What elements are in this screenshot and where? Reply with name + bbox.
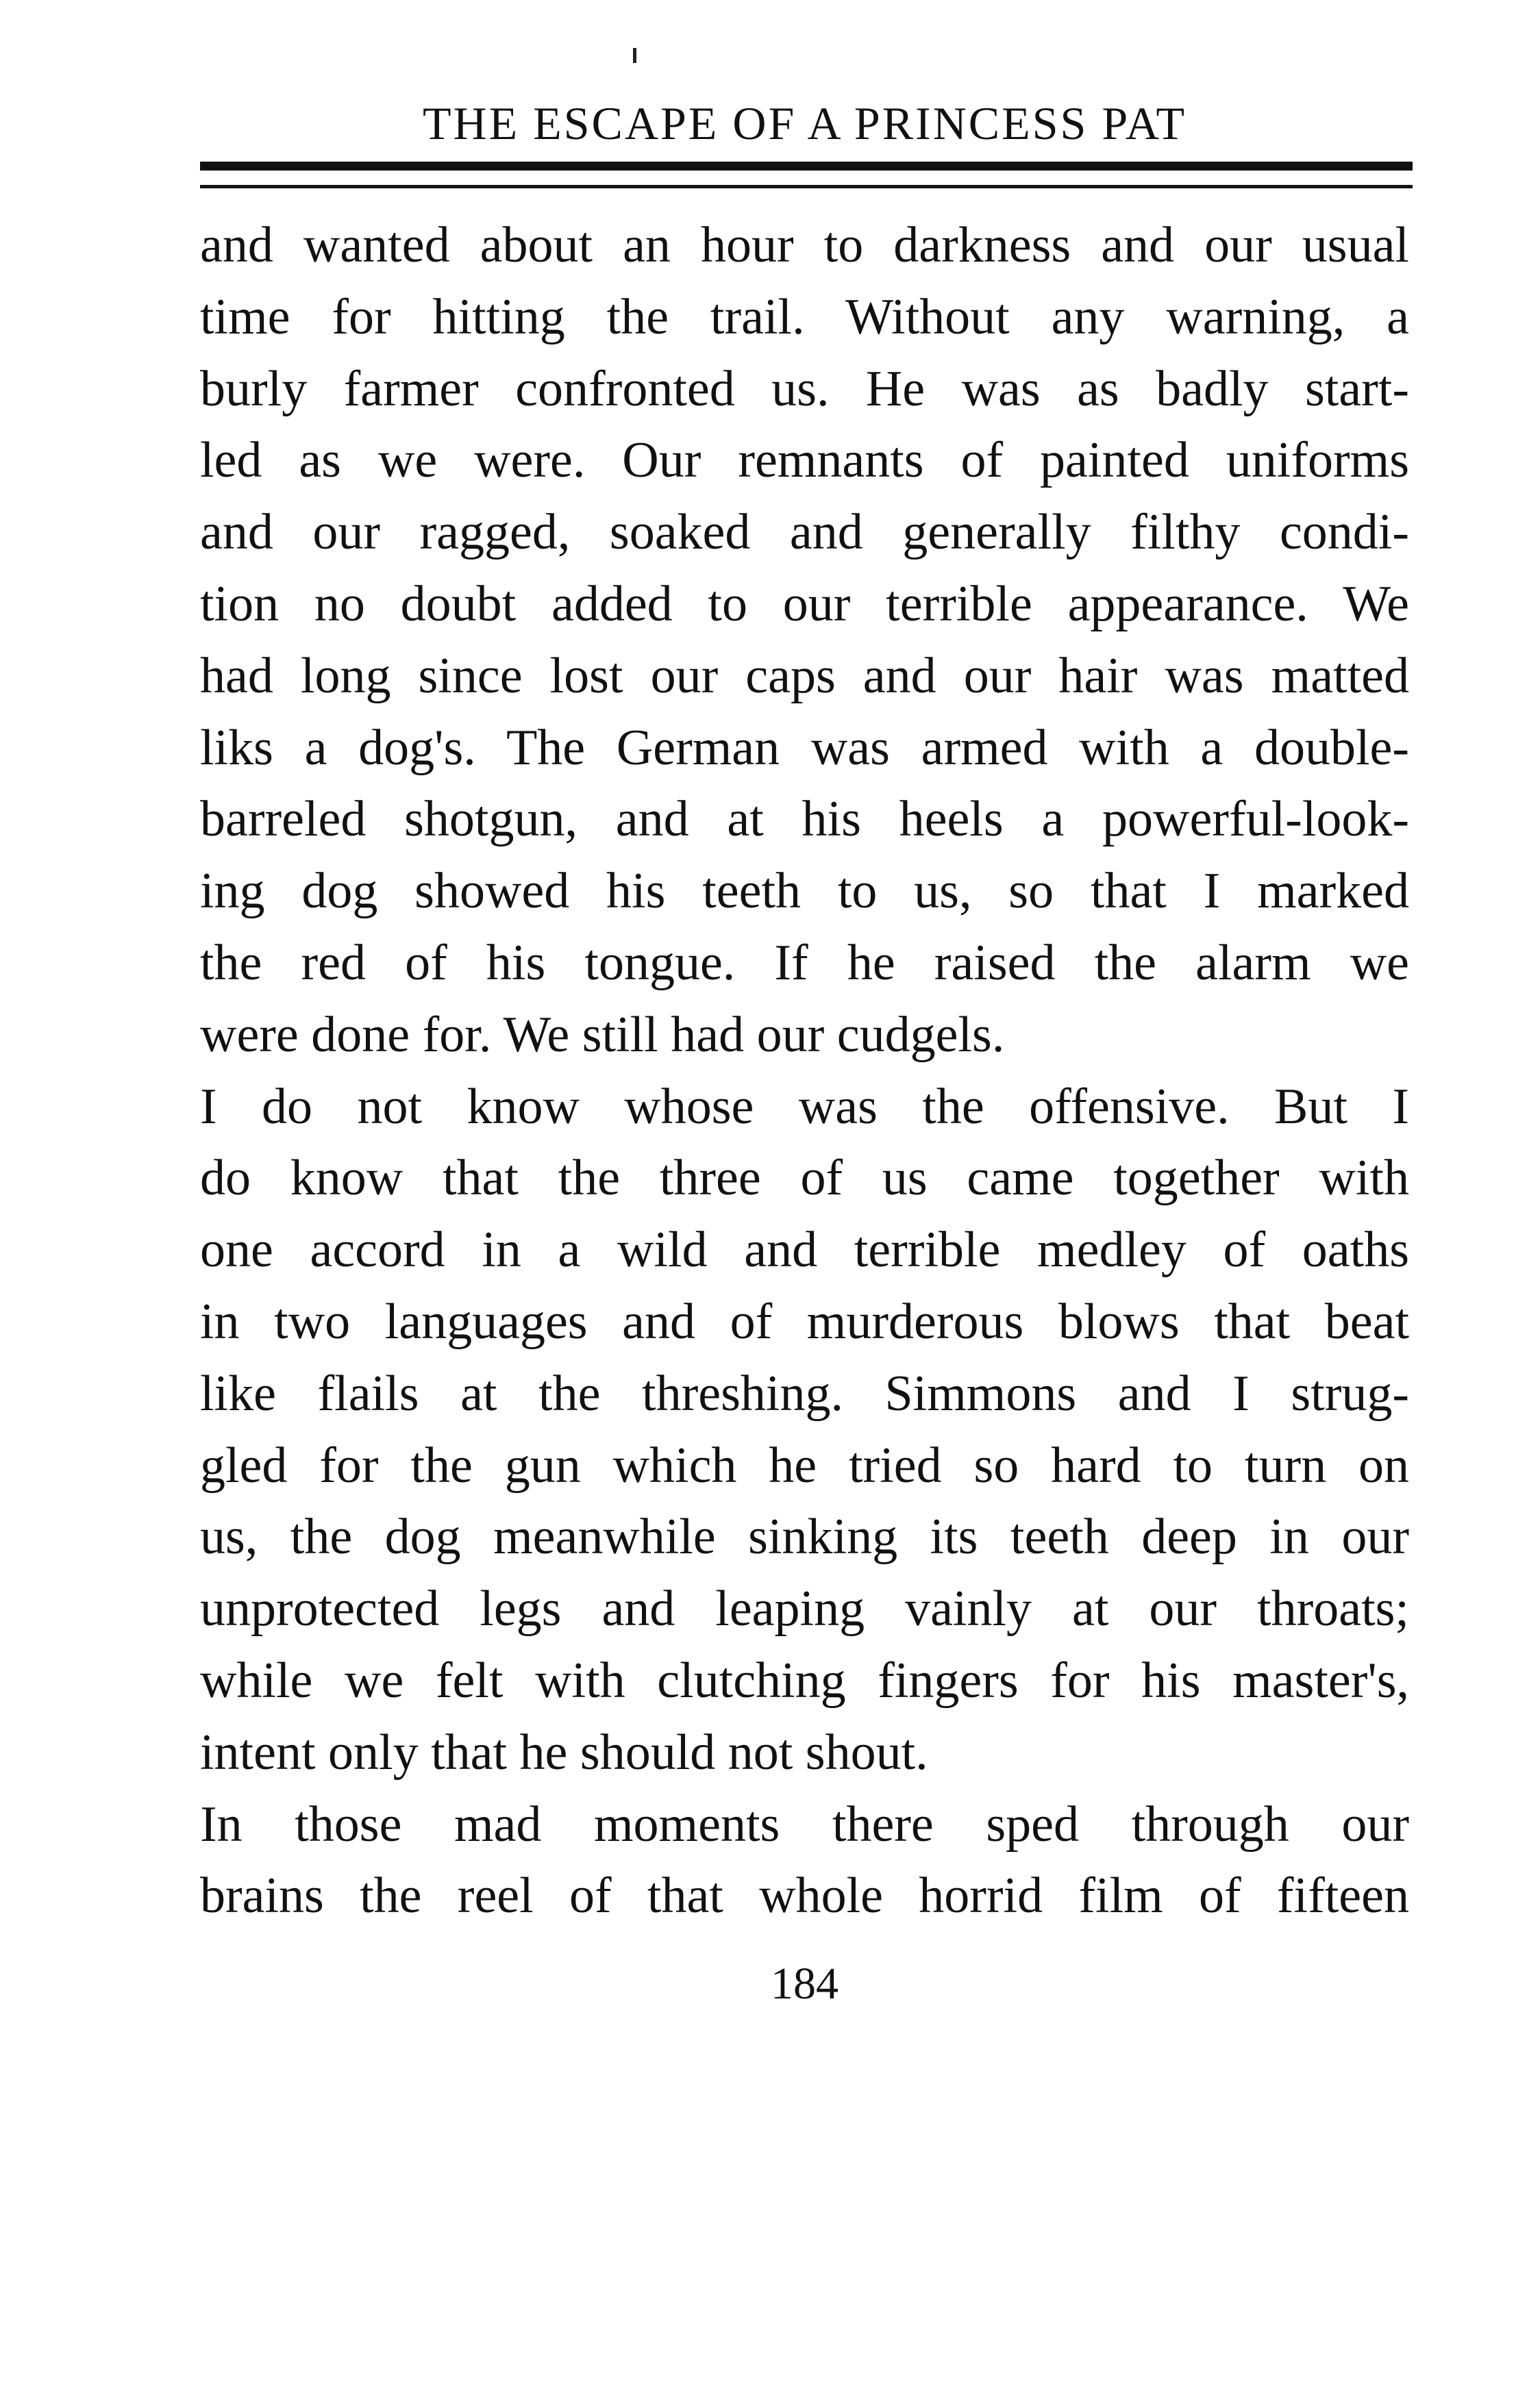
text-line: one accord in a wild and terrible medley of oaths <box>200 1222 1409 1279</box>
text-line: had long since lost our caps and our hair was matted <box>200 647 1409 704</box>
print-mark <box>633 48 636 63</box>
text-line: led as we were. Our remnants of painted uniforms <box>200 432 1409 489</box>
text-line: I do not know whose was the offensive. But I <box>200 1078 1409 1135</box>
text-line: do know that the three of us came together with <box>200 1150 1409 1207</box>
text-line: in two languages and of murderous blows that beat <box>200 1293 1409 1350</box>
running-head: THE ESCAPE OF A PRINCESS PAT <box>422 97 1187 149</box>
text-line: and wanted about an hour to darkness and our usual <box>200 217 1409 273</box>
header-rule-thin <box>200 185 1413 188</box>
text-line: ing dog showed his teeth to us, so that I marked <box>200 863 1409 920</box>
header-rule-thick <box>200 162 1413 171</box>
text-line: In those mad moments there sped through our <box>200 1796 1409 1853</box>
text-line: were done for. We still had our cudgels. <box>200 1006 1005 1063</box>
text-line: like flails at the threshing. Simmons and I strug- <box>200 1365 1409 1422</box>
page-number: 184 <box>771 1959 839 2009</box>
text-line: barreled shotgun, and at his heels a powerful-look- <box>200 791 1409 848</box>
text-line: liks a dog's. The German was armed with a double- <box>200 719 1409 776</box>
text-line: brains the reel of that whole horrid film of fifteen <box>200 1868 1409 1924</box>
text-line: tion no doubt added to our terrible appearance. We <box>200 575 1409 632</box>
text-line: the red of his tongue. If he raised the alarm we <box>200 934 1409 991</box>
text-line: us, the dog meanwhile sinking its teeth deep in our <box>200 1509 1409 1566</box>
text-line: and our ragged, soaked and generally filthy condi- <box>200 504 1409 561</box>
text-line: time for hitting the trail. Without any warning, a <box>200 288 1409 345</box>
text-line: gled for the gun which he tried so hard to turn on <box>200 1437 1409 1494</box>
body-text <box>200 210 1409 1932</box>
text-line: burly farmer confronted us. He was as badly start- <box>200 360 1409 417</box>
text-line: intent only that he should not shout. <box>200 1724 928 1781</box>
text-line: while we felt with clutching fingers for his master's, <box>200 1652 1409 1709</box>
text-line: unprotected legs and leaping vainly at our throats; <box>200 1581 1409 1638</box>
